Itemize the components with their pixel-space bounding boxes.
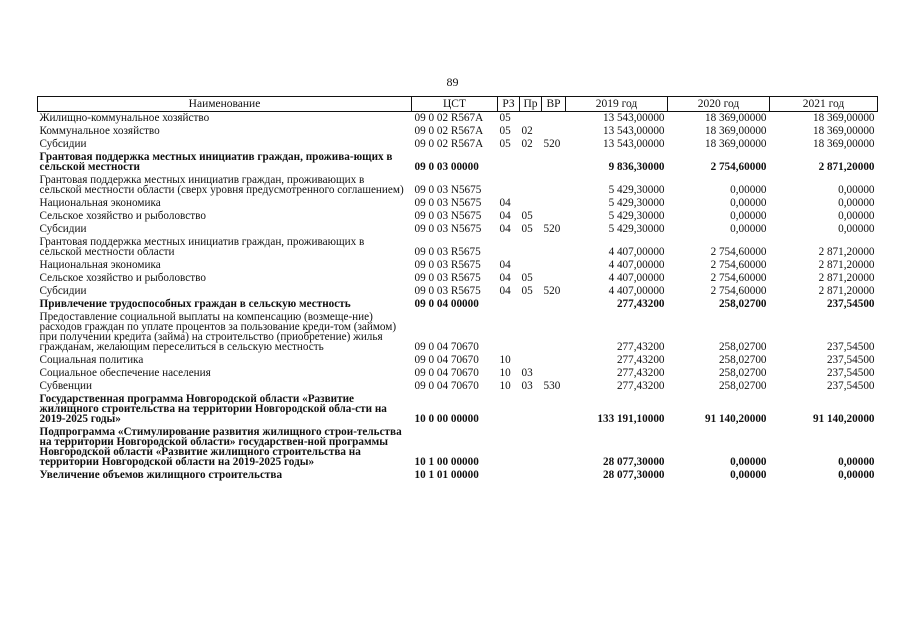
table-row [38,311,878,354]
row-2021: 0,00000 [838,210,875,222]
row-pr: 05 [521,210,533,222]
row-vr [542,272,566,285]
row-pr [520,354,542,367]
row-2020: 2 754,60000 [710,272,767,284]
table-row [38,236,878,259]
header-cst: ЦСТ [412,97,498,112]
row-name: Субсидии [39,285,87,297]
row-pr [520,174,542,197]
row-cst: 09 0 03 00000 [414,161,479,173]
row-2020: 18 369,00000 [704,112,767,124]
row-name: Жилищно-коммунальное хозяйство [39,112,210,124]
row-cst: 09 0 03 N5675 [414,184,482,196]
row-vr [542,197,566,210]
row-2019: 13 543,00000 [602,138,665,150]
row-cst: 09 0 04 70670 [414,367,479,379]
row-pr [520,197,542,210]
row-cst: 09 0 03 N5675 [414,223,482,235]
row-2019: 5 429,30000 [608,210,665,222]
row-cst: 09 0 03 N5675 [414,197,482,209]
row-vr: 520 [543,138,561,150]
row-2020: 18 369,00000 [704,125,767,137]
row-2021: 237,54500 [826,298,875,310]
row-pr: 03 [521,367,533,379]
table-row [38,112,878,126]
row-2021: 237,54500 [826,354,875,366]
row-rz: 05 [499,138,511,150]
row-2020: 2 754,60000 [710,259,767,271]
row-pr: 05 [521,272,533,284]
row-2019: 28 077,30000 [602,469,665,481]
row-name: Субвенции [39,380,92,392]
row-vr [542,125,566,138]
row-cst: 09 0 03 R5675 [414,272,481,284]
row-rz [498,236,520,259]
table-row [38,259,878,272]
row-2020: 91 140,20000 [704,413,767,425]
header-pr: Пр [520,97,542,112]
row-vr [542,354,566,367]
row-vr [542,426,566,469]
row-name: Национальная экономика [39,259,161,271]
row-cst: 10 0 00 00000 [414,413,479,425]
row-pr [520,469,542,482]
header-name: Наименование [38,97,412,112]
row-cst: 09 0 04 70670 [414,380,479,392]
row-pr: 05 [521,223,533,235]
row-2021: 0,00000 [838,197,875,209]
row-vr [542,469,566,482]
row-2020: 2 754,60000 [710,285,767,297]
row-2020: 0,00000 [730,197,767,209]
row-2020: 2 754,60000 [710,246,767,258]
row-name: Грантовая поддержка местных инициатив граждан, проживающих в сельской местности области [39,236,365,258]
row-name: Социальная политика [39,354,144,366]
row-rz: 10 [499,367,511,379]
row-2021: 18 369,00000 [812,138,875,150]
row-cst: 09 0 04 70670 [414,354,479,366]
row-2021: 237,54500 [826,341,875,353]
row-2019: 13 543,00000 [602,125,665,137]
row-2019: 28 077,30000 [602,456,665,468]
row-vr [542,298,566,311]
row-2021: 2 871,20000 [818,272,875,284]
row-cst: 09 0 03 R5675 [414,246,481,258]
row-cst: 09 0 03 N5675 [414,210,482,222]
table-row [38,197,878,210]
row-pr: 02 [521,138,533,150]
row-2020: 18 369,00000 [704,138,767,150]
table-row [38,138,878,151]
row-2021: 91 140,20000 [812,413,875,425]
row-2021: 237,54500 [826,367,875,379]
table-row [38,393,878,426]
row-2019: 9 836,30000 [608,161,665,173]
row-cst: 09 0 02 R567A [414,125,484,137]
header-vr: ВР [542,97,566,112]
row-pr [520,393,542,426]
row-rz: 04 [499,285,511,297]
row-2019: 5 429,30000 [608,197,665,209]
row-rz: 04 [499,197,511,209]
row-name: Государственная программа Новгородской области «Развитие жилищного строительства на территории Новгородской обла-сти на 2019-2025 годы» [39,393,387,425]
row-rz [498,426,520,469]
table-row [38,174,878,197]
row-rz: 05 [499,112,511,124]
row-pr: 05 [521,285,533,297]
row-2021: 0,00000 [838,223,875,235]
row-rz: 04 [499,259,511,271]
row-rz: 04 [499,210,511,222]
table-row [38,223,878,236]
row-cst: 09 0 04 00000 [414,298,479,310]
row-name: Субсидии [39,223,87,235]
table-row [38,210,878,223]
table-row [38,298,878,311]
row-2020: 0,00000 [730,456,767,468]
row-pr: 03 [521,380,533,392]
row-pr [520,112,542,126]
row-2020: 0,00000 [730,184,767,196]
header-2020: 2020 год [668,97,770,112]
row-2020: 0,00000 [730,210,767,222]
row-vr [542,151,566,174]
row-pr [520,151,542,174]
row-vr [542,311,566,354]
row-rz: 04 [499,223,511,235]
row-2020: 2 754,60000 [710,161,767,173]
row-2021: 0,00000 [838,184,875,196]
row-vr [542,393,566,426]
row-pr [520,236,542,259]
row-2021: 2 871,20000 [818,259,875,271]
row-pr [520,259,542,272]
row-2020: 258,02700 [718,298,767,310]
page-number: 89 [446,75,459,89]
row-name: Социальное обеспечение населения [39,367,211,379]
row-pr [520,311,542,354]
row-2021: 18 369,00000 [812,112,875,124]
table-row [38,285,878,298]
row-2019: 277,43200 [616,298,665,310]
budget-table [37,96,878,482]
row-vr: 530 [543,380,561,392]
row-cst: 09 0 03 R5675 [414,259,481,271]
row-vr [542,210,566,223]
row-name: Коммунальное хозяйство [39,125,160,137]
row-rz: 10 [499,380,511,392]
row-pr [520,426,542,469]
row-cst: 10 1 00 00000 [414,456,479,468]
row-rz [498,174,520,197]
row-2020: 258,02700 [718,341,767,353]
table-row [38,272,878,285]
row-rz: 05 [499,125,511,137]
row-rz: 10 [499,354,511,366]
row-name: Сельское хозяйство и рыболовство [39,272,206,284]
header-rz: РЗ [498,97,520,112]
row-rz [498,298,520,311]
table-row [38,354,878,367]
row-vr: 520 [543,285,561,297]
header-2019: 2019 год [566,97,668,112]
row-2021: 0,00000 [838,456,875,468]
row-2021: 237,54500 [826,380,875,392]
table-row [38,380,878,393]
row-2019: 277,43200 [616,380,665,392]
row-name: Увеличение объемов жилищного строительства [39,469,283,481]
row-2019: 277,43200 [616,341,665,353]
row-cst: 09 0 04 70670 [414,341,479,353]
row-2019: 5 429,30000 [608,223,665,235]
row-name: Грантовая поддержка местных инициатив граждан, прожива-ющих в сельской местности [39,151,393,173]
row-vr [542,174,566,197]
row-2020: 0,00000 [730,223,767,235]
row-rz [498,469,520,482]
row-2020: 258,02700 [718,380,767,392]
row-2021: 18 369,00000 [812,125,875,137]
header-2021: 2021 год [770,97,878,112]
row-2019: 13 543,00000 [602,112,665,124]
table-row [38,469,878,482]
row-name: Привлечение трудоспособных граждан в сельскую местность [39,298,351,310]
row-2019: 4 407,00000 [608,285,665,297]
row-2019: 4 407,00000 [608,259,665,271]
row-cst: 09 0 02 R567A [414,112,484,124]
row-pr [520,298,542,311]
row-2021: 2 871,20000 [818,161,875,173]
row-name: Предоставление социальной выплаты на компенсацию (возмеще-ние) расходов граждан по уплате процентов за пользование креди-том (займом) при получении кредита (займа) на строительство (приобретение) жилья гражданам, желающим переселиться в сельскую местность [39,311,397,353]
table-row [38,367,878,380]
table-row [38,151,878,174]
row-cst: 10 1 01 00000 [414,469,479,481]
row-2020: 0,00000 [730,469,767,481]
row-vr [542,367,566,380]
row-2019: 277,43200 [616,354,665,366]
row-vr [542,236,566,259]
row-2021: 2 871,20000 [818,246,875,258]
row-2019: 4 407,00000 [608,246,665,258]
row-cst: 09 0 02 R567A [414,138,484,150]
row-name: Грантовая поддержка местных инициатив граждан, проживающих в сельской местности области (сверх уровня предусмотренного соглашением) [39,174,404,196]
row-rz [498,151,520,174]
row-2021: 0,00000 [838,469,875,481]
row-name: Субсидии [39,138,87,150]
row-cst: 09 0 03 R5675 [414,285,481,297]
row-name: Национальная экономика [39,197,161,209]
row-2020: 258,02700 [718,354,767,366]
row-2019: 277,43200 [616,367,665,379]
row-vr [542,112,566,126]
row-name: Сельское хозяйство и рыболовство [39,210,206,222]
row-2020: 258,02700 [718,367,767,379]
row-pr: 02 [521,125,533,137]
row-rz: 04 [499,272,511,284]
table-row [38,125,878,138]
row-name: Подпрограмма «Стимулирование развития жилищного строи-тельства на территории Новгородской области» государствен-ной программы Новгородской области «Развитие жилищного строительства на территории Новгородской области на 2019-2025 годы» [39,426,402,468]
row-2019: 5 429,30000 [608,184,665,196]
row-2019: 4 407,00000 [608,272,665,284]
row-vr: 520 [543,223,561,235]
row-rz [498,393,520,426]
table-row [38,426,878,469]
table-header-row [38,97,878,112]
row-2021: 2 871,20000 [818,285,875,297]
row-vr [542,259,566,272]
row-rz [498,311,520,354]
row-2019: 133 191,10000 [597,413,665,425]
